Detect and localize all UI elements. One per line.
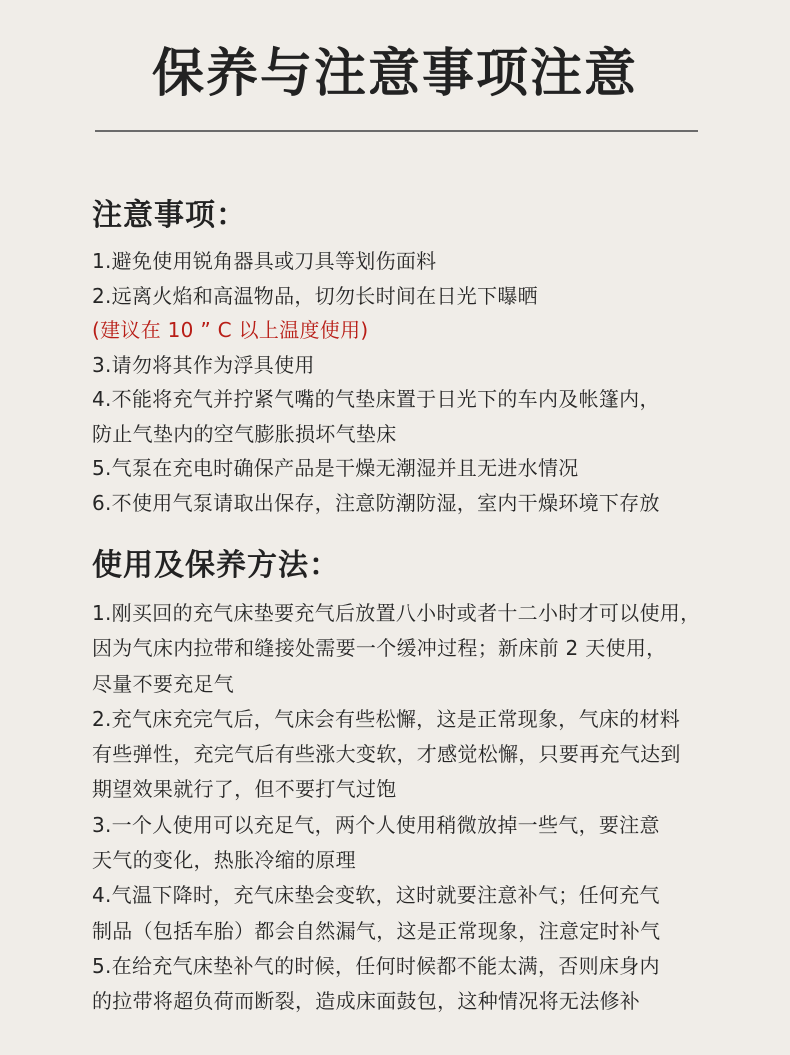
usage-line: 的拉带将超负荷而断裂，造成床面鼓包，这种情况将无法修补: [92, 989, 641, 1014]
section-heading-usage-maintenance: 使用及保养方法：: [92, 548, 340, 583]
precaution-line: 6.不使用气泵请取出保存，注意防潮防湿，室内干燥环境下存放: [92, 490, 660, 515]
usage-line: 有些弹性，充完气后有些涨大变软，才感觉松懈，只要再充气达到: [92, 742, 681, 767]
usage-line: 天气的变化，热胀冷缩的原理: [92, 848, 356, 873]
usage-line: 1.刚买回的充气床垫要充气后放置八小时或者十二小时才可以使用，: [92, 601, 701, 625]
usage-line: 尽量不要充足气: [92, 671, 235, 696]
page-title: 保养与注意事项注意: [151, 44, 638, 104]
precaution-line: 2.远离火焰和高温物品，切勿长时间在日光下曝晒: [92, 283, 538, 308]
usage-line: 4.气温下降时，充气床垫会变软，这时就要注意补气；任何充气: [92, 883, 660, 908]
precautions-list: [92, 244, 732, 520]
precaution-line: 1.避免使用锐角器具或刀具等划伤面料: [92, 249, 437, 273]
usage-line: 期望效果就行了，但不要打气过饱: [92, 777, 397, 802]
usage-line: 5.在给充气床垫补气的时候，任何时候都不能太满，否则床身内: [92, 953, 660, 978]
usage-line: 2.充气床充完气后，气床会有些松懈，这是正常现象，气床的材料: [92, 706, 681, 731]
usage-maintenance-list: [92, 596, 732, 1020]
precaution-line: 防止气垫内的空气膨胀损坏气垫床: [92, 421, 397, 446]
usage-line: 因为气床内拉带和缝接处需要一个缓冲过程；新床前 2 天使用，: [92, 636, 667, 661]
precaution-line: 3.请勿将其作为浮具使用: [92, 352, 315, 377]
usage-line: 制品（包括车胎）都会自然漏气，这是正常现象，注意定时补气: [92, 918, 661, 943]
title-divider: [95, 130, 698, 132]
precaution-line: 5.气泵在充电时确保产品是干燥无潮湿并且无进水情况: [92, 456, 579, 480]
temperature-note: (建议在 10 ” C 以上温度使用): [92, 318, 369, 342]
precaution-line: 4.不能将充气并拧紧气嘴的气垫床置于日光下的车内及帐篷内，: [92, 387, 660, 411]
usage-line: 3.一个人使用可以充足气，两个人使用稍微放掉一些气，要注意: [92, 812, 660, 837]
section-heading-precautions: 注意事项：: [92, 198, 247, 233]
